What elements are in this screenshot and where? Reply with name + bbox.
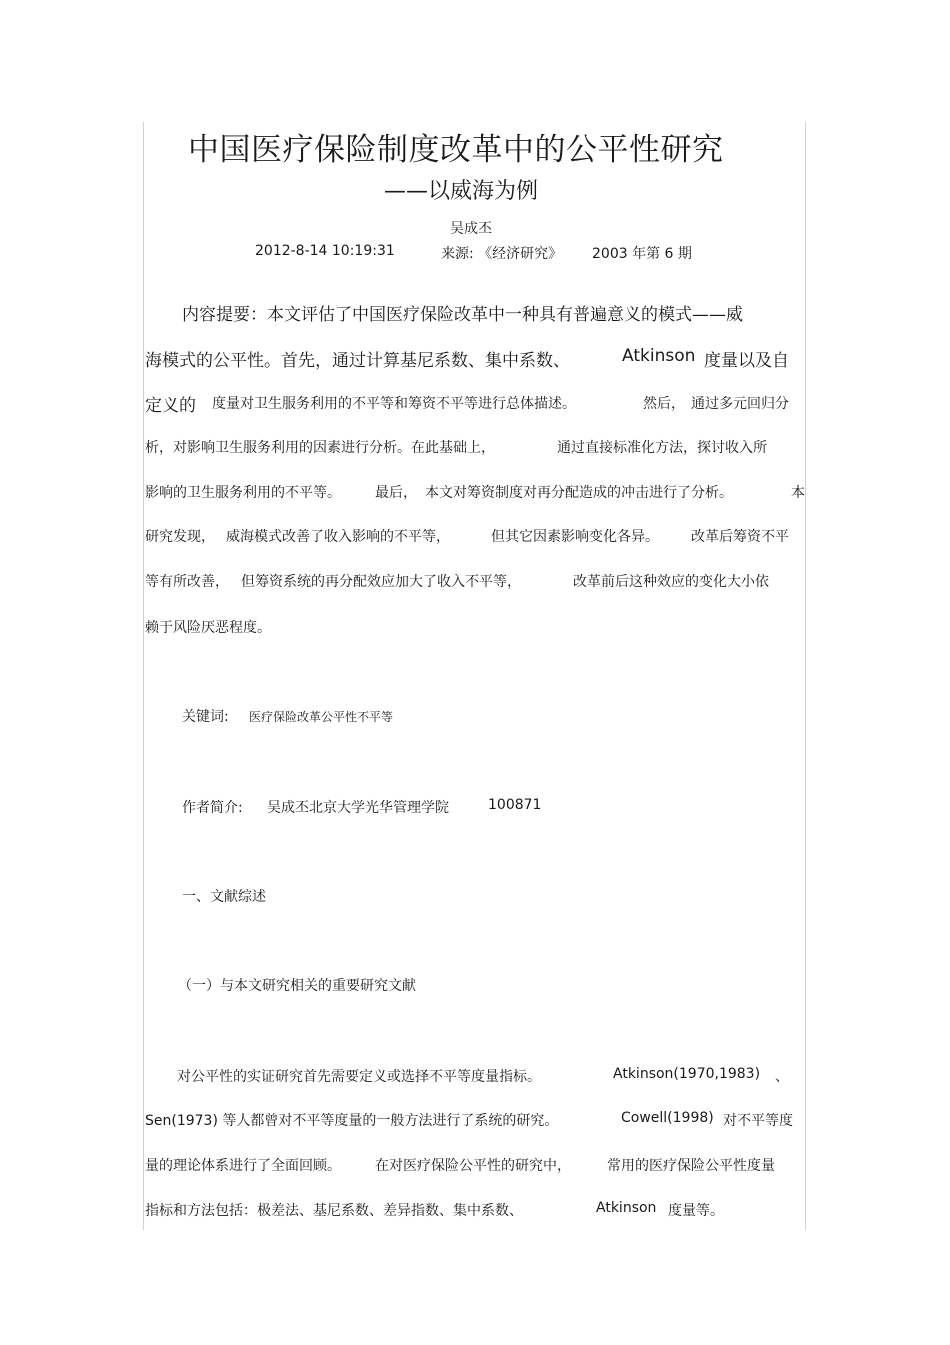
paragraph-line: 对公平性的实证研究首先需要定义或选择不平等度量指标。 <box>177 1069 541 1085</box>
abstract-line: 研究发现， <box>145 529 215 545</box>
abstract-line: 改革后筹资不平 <box>691 529 789 545</box>
paragraph-line: 、 <box>775 1069 789 1085</box>
article-subtitle: ——以威海为例 <box>384 179 539 204</box>
author-info-label: 作者简介: <box>182 800 243 816</box>
section-heading: 一、文献综述 <box>182 889 266 905</box>
abstract-line: 内容提要：本文评估了中国医疗保险改革中一种具有普遍意义的模式——威 <box>182 305 743 325</box>
abstract-line: 改革前后这种效应的变化大小依 <box>573 574 769 590</box>
publish-issue: 2003 年第 6 期 <box>592 246 692 262</box>
paragraph-line: 对不平等度 <box>723 1113 793 1129</box>
abstract-line: 海模式的公平性。首先，通过计算基尼系数、集中系数、 <box>145 351 570 371</box>
subsection-heading: （一）与本文研究相关的重要研究文献 <box>178 978 416 994</box>
abstract-line: 但筹资系统的再分配效应加大了收入不平等， <box>241 574 521 590</box>
paragraph-line: 指标和方法包括：极差法、基尼系数、差异指数、集中系数、 <box>145 1203 523 1219</box>
page-border-right <box>805 122 806 1230</box>
abstract-line: 威海模式改善了收入影响的不平等， <box>226 529 450 545</box>
abstract-line: 但其它因素影响变化各异。 <box>491 529 659 545</box>
author-info-value: 吴成丕北京大学光华管理学院 <box>267 800 449 816</box>
publish-datetime: 2012-8-14 10:19:31 <box>255 243 395 259</box>
abstract-line: 通过多元回归分 <box>691 396 789 412</box>
keywords-value: 医疗保险改革公平性不平等 <box>249 710 394 724</box>
abstract-line: 本 <box>791 485 805 501</box>
paragraph-line: 在对医疗保险公平性的研究中， <box>375 1158 571 1174</box>
abstract-line: 赖于风险厌恶程度。 <box>145 620 271 636</box>
article-author: 吴成丕 <box>450 221 492 237</box>
author-postcode: 100871 <box>488 797 542 813</box>
abstract-line: 然后， <box>643 396 685 412</box>
keywords-label: 关键词: <box>182 709 229 725</box>
paragraph-line: 度量等。 <box>668 1203 724 1219</box>
paragraph-term: Cowell(1998) <box>621 1110 714 1126</box>
paragraph-line: Sen(1973) 等人都曾对不平等度量的一般方法进行了系统的研究。 <box>145 1113 559 1129</box>
paragraph-line: 常用的医疗保险公平性度量 <box>607 1158 775 1174</box>
abstract-line: 定义的 <box>145 396 196 416</box>
abstract-term: Atkinson <box>622 346 696 366</box>
abstract-line: 通过直接标准化方法，探讨收入所 <box>557 440 767 456</box>
abstract-line: 最后， <box>375 485 417 501</box>
paragraph-line: 量的理论体系进行了全面回顾。 <box>145 1158 341 1174</box>
abstract-line: 本文对筹资制度对再分配造成的冲击进行了分析。 <box>425 485 733 501</box>
abstract-line: 度量对卫生服务利用的不平等和筹资不平等进行总体描述。 <box>212 396 576 412</box>
paragraph-term: Atkinson <box>596 1200 657 1216</box>
page-border-left <box>143 122 144 1230</box>
abstract-line: 析，对影响卫生服务利用的因素进行分析。在此基础上， <box>145 440 495 456</box>
paragraph-term: Atkinson(1970,1983) <box>613 1066 761 1082</box>
publish-source: 来源: 《经济研究》 <box>441 246 563 262</box>
abstract-line: 度量以及自 <box>704 351 789 371</box>
abstract-line: 影响的卫生服务利用的不平等。 <box>145 485 341 501</box>
abstract-line: 等有所改善， <box>145 574 229 590</box>
article-title: 中国医疗保险制度改革中的公平性研究 <box>188 132 724 168</box>
